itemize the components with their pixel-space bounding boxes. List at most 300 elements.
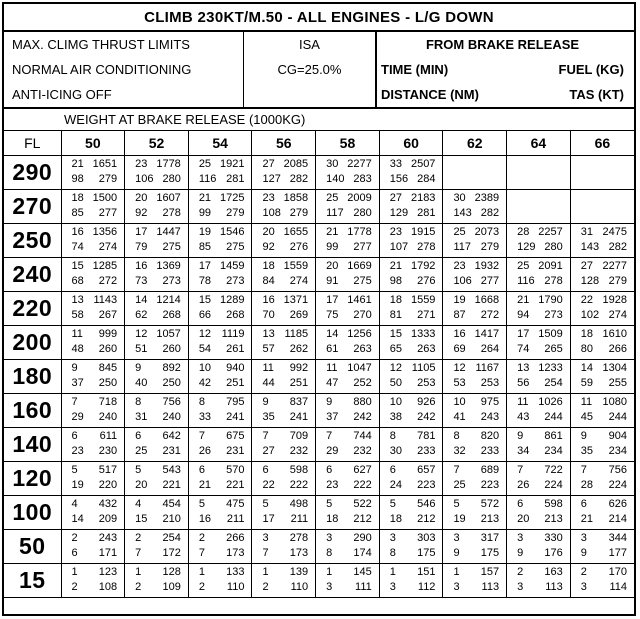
tas-value: 224 — [608, 479, 627, 491]
distance-value: 9 — [517, 547, 524, 559]
distance-value: 61 — [326, 343, 339, 355]
data-cell — [125, 462, 189, 496]
distance-value: 16 — [198, 513, 212, 525]
fuel-value: 133 — [226, 566, 245, 578]
time-value: 1 — [326, 566, 333, 578]
time-value: 18 — [262, 260, 275, 272]
fuel-value: 344 — [608, 532, 627, 544]
condition-thrust: MAX. CLIMG THRUST LIMITS — [12, 37, 190, 52]
tas-value: 233 — [417, 445, 436, 457]
distance-value: 45 — [580, 411, 593, 423]
time-value: 1 — [198, 566, 205, 578]
fuel-value: 1792 — [410, 260, 436, 272]
fuel-value: 266 — [226, 532, 245, 544]
data-cell — [252, 326, 316, 360]
distance-value: 107 — [389, 241, 409, 253]
tas-value: 275 — [353, 275, 372, 287]
fuel-value: 1607 — [156, 192, 181, 204]
tas-value: 177 — [608, 547, 627, 559]
fuel-value: 1333 — [410, 328, 436, 340]
tas-value: 109 — [162, 581, 181, 593]
weight-header: 60 — [379, 131, 443, 156]
data-cell — [507, 190, 571, 224]
fuel-value: 709 — [289, 430, 309, 442]
fuel-value: 611 — [99, 430, 118, 442]
tas-value: 231 — [162, 445, 181, 457]
data-cell — [61, 156, 125, 190]
tas-value: 241 — [226, 411, 245, 423]
tas-value: 269 — [289, 309, 309, 321]
tas-value: 212 — [353, 513, 372, 525]
table-row — [4, 394, 634, 428]
tas-value: 270 — [353, 309, 372, 321]
fuel-value: 781 — [417, 430, 436, 442]
time-value: 23 — [389, 226, 403, 238]
table-row — [4, 360, 634, 394]
time-value: 1 — [71, 566, 78, 578]
distance-value: 22 — [262, 479, 275, 491]
data-cell — [570, 530, 634, 564]
tas-value: 222 — [353, 479, 372, 491]
time-value: 6 — [580, 498, 587, 510]
fuel-value: 1285 — [92, 260, 118, 272]
data-cell — [125, 190, 189, 224]
data-cell — [570, 258, 634, 292]
distance-value: 78 — [198, 275, 212, 287]
data-cell — [125, 496, 189, 530]
time-value: 27 — [262, 158, 275, 170]
tas-value: 277 — [353, 241, 372, 253]
distance-value: 21 — [198, 479, 212, 491]
tas-value: 279 — [608, 275, 627, 287]
data-cell — [61, 326, 125, 360]
flight-level-label: 200 — [4, 326, 61, 360]
tas-value: 281 — [417, 207, 436, 219]
time-value: 16 — [262, 294, 275, 306]
data-cell — [61, 564, 125, 598]
distance-value: 25 — [453, 479, 466, 491]
data-cell — [379, 462, 443, 496]
tas-value: 267 — [98, 309, 118, 321]
tas-value: 114 — [609, 581, 627, 593]
fuel-value: 498 — [289, 498, 309, 510]
time-value: 17 — [326, 294, 339, 306]
data-cell — [316, 190, 380, 224]
time-value: 16 — [71, 226, 84, 238]
fuel-value: 598 — [544, 498, 563, 510]
distance-value: 26 — [517, 479, 530, 491]
time-value: 9 — [71, 362, 78, 374]
fuel-value: 1725 — [219, 192, 245, 204]
flight-level-label: 120 — [4, 462, 61, 496]
distance-value: 33 — [198, 411, 212, 423]
data-cell — [188, 462, 252, 496]
tas-value: 242 — [417, 411, 436, 423]
data-cell — [379, 224, 443, 258]
fuel-value: 1289 — [219, 294, 245, 306]
tas-value: 284 — [417, 173, 436, 185]
distance-value: 3 — [517, 581, 524, 593]
time-value: 5 — [198, 498, 205, 510]
time-value: 9 — [135, 362, 142, 374]
tas-value: 250 — [162, 377, 181, 389]
time-value: 3 — [262, 532, 269, 544]
data-cell — [570, 564, 634, 598]
tas-value: 251 — [289, 377, 309, 389]
data-cell — [570, 428, 634, 462]
fuel-value: 1669 — [347, 260, 372, 272]
fuel-value: 432 — [98, 498, 118, 510]
tas-value: 244 — [544, 411, 563, 423]
tas-value: 174 — [353, 547, 372, 559]
tas-value: 264 — [480, 343, 500, 355]
time-value: 1 — [135, 566, 142, 578]
tas-value: 278 — [544, 275, 563, 287]
data-cell — [61, 530, 125, 564]
atmosphere-conditions — [244, 32, 377, 107]
time-value: 22 — [580, 294, 593, 306]
data-cell — [125, 292, 189, 326]
distance-value: 50 — [389, 377, 403, 389]
fuel-value: 1417 — [474, 328, 500, 340]
time-value: 7 — [453, 464, 460, 476]
weight-header: 56 — [252, 131, 316, 156]
data-cell — [125, 564, 189, 598]
time-value: 23 — [135, 158, 148, 170]
data-cell — [507, 462, 571, 496]
fuel-value: 845 — [98, 362, 118, 374]
distance-value: 7 — [198, 547, 205, 559]
distance-value: 106 — [135, 173, 154, 185]
data-cell — [316, 156, 380, 190]
distance-value: 156 — [389, 173, 409, 185]
fuel-value: 2389 — [474, 192, 500, 204]
tas-value: 110 — [226, 581, 245, 593]
distance-value: 92 — [135, 207, 148, 219]
time-value: 20 — [262, 226, 275, 238]
fuel-value: 278 — [289, 532, 309, 544]
time-value: 5 — [262, 498, 269, 510]
time-value: 12 — [389, 362, 403, 374]
distance-value: 102 — [580, 309, 600, 321]
data-cell — [61, 496, 125, 530]
flight-level-label: 140 — [4, 428, 61, 462]
time-value: 11 — [580, 396, 593, 408]
fuel-value: 290 — [353, 532, 372, 544]
data-cell — [379, 428, 443, 462]
fuel-value: 1185 — [284, 328, 309, 340]
fuel-value: 756 — [162, 396, 181, 408]
data-cell — [316, 496, 380, 530]
data-cell — [61, 428, 125, 462]
tas-value: 265 — [544, 343, 563, 355]
table-row — [4, 428, 634, 462]
tas-value: 274 — [98, 241, 118, 253]
fuel-value: 1778 — [156, 158, 181, 170]
fuel-value: 820 — [480, 430, 500, 442]
time-value: 12 — [135, 328, 148, 340]
tas-value: 279 — [289, 207, 309, 219]
data-cell — [125, 258, 189, 292]
tas-value: 223 — [417, 479, 436, 491]
tas-value: 253 — [417, 377, 436, 389]
tas-value: 268 — [162, 309, 181, 321]
fuel-value: 157 — [480, 566, 500, 578]
fuel-value: 1143 — [93, 294, 118, 306]
distance-value: 117 — [453, 241, 471, 253]
fuel-value: 454 — [162, 498, 181, 510]
distance-value: 24 — [389, 479, 403, 491]
data-cell — [252, 292, 316, 326]
distance-value: 23 — [71, 445, 84, 457]
time-value: 18 — [71, 192, 84, 204]
distance-value: 53 — [453, 377, 466, 389]
tas-value: 234 — [608, 445, 627, 457]
distance-value: 129 — [517, 241, 536, 253]
tas-value: 233 — [480, 445, 500, 457]
fuel-value: 151 — [417, 566, 436, 578]
time-value: 21 — [389, 260, 403, 272]
fuel-value: 570 — [226, 464, 245, 476]
distance-value: 48 — [71, 343, 84, 355]
time-value: 14 — [135, 294, 148, 306]
weight-header: 54 — [188, 131, 252, 156]
data-cell — [507, 394, 571, 428]
time-value: 6 — [326, 464, 333, 476]
data-cell — [188, 190, 252, 224]
data-cell — [316, 564, 380, 598]
distance-value: 9 — [453, 547, 460, 559]
legend-row-2 — [381, 82, 624, 107]
fuel-value: 1167 — [475, 362, 500, 374]
tas-value: 260 — [98, 343, 118, 355]
fuel-value: 522 — [353, 498, 372, 510]
flight-level-label: 240 — [4, 258, 61, 292]
time-value: 15 — [198, 294, 212, 306]
tas-value: 214 — [608, 513, 627, 525]
fuel-value: 163 — [544, 566, 563, 578]
legend-distance: DISTANCE (NM) — [381, 87, 479, 102]
data-cell — [379, 530, 443, 564]
fuel-value: 795 — [226, 396, 245, 408]
tas-value: 260 — [162, 343, 181, 355]
time-value: 21 — [517, 294, 530, 306]
distance-value: 20 — [135, 479, 148, 491]
fuel-value: 145 — [353, 566, 372, 578]
distance-value: 81 — [389, 309, 403, 321]
data-cell — [570, 394, 634, 428]
distance-value: 74 — [71, 241, 84, 253]
time-value: 33 — [389, 158, 403, 170]
tas-value: 222 — [289, 479, 309, 491]
data-cell — [379, 360, 443, 394]
data-cell — [61, 360, 125, 394]
tas-value: 277 — [480, 275, 500, 287]
tas-value: 281 — [226, 173, 245, 185]
data-cell — [443, 564, 507, 598]
fuel-value: 2009 — [347, 192, 372, 204]
data-cell — [443, 530, 507, 564]
distance-value: 2 — [71, 581, 78, 593]
data-cell — [507, 496, 571, 530]
fuel-value: 1546 — [219, 226, 245, 238]
page-title: CLIMB 230KT/M.50 - ALL ENGINES - L/G DOWN — [4, 4, 634, 32]
distance-value: 58 — [71, 309, 84, 321]
fuel-value: 1655 — [283, 226, 309, 238]
fuel-value: 940 — [226, 362, 245, 374]
tas-value: 271 — [417, 309, 436, 321]
distance-value: 29 — [326, 445, 339, 457]
time-value: 4 — [71, 498, 78, 510]
time-value: 2 — [580, 566, 587, 578]
distance-value: 25 — [135, 445, 148, 457]
data-cell — [125, 156, 189, 190]
fuel-value: 139 — [289, 566, 309, 578]
condition-anti-icing: ANTI-ICING OFF — [12, 87, 112, 102]
fuel-value: 546 — [417, 498, 436, 510]
tas-value: 274 — [289, 275, 309, 287]
tas-value: 263 — [353, 343, 372, 355]
distance-value: 37 — [326, 411, 339, 423]
data-cell — [379, 496, 443, 530]
time-value: 20 — [135, 192, 148, 204]
distance-value: 6 — [71, 547, 78, 559]
distance-value: 143 — [580, 241, 600, 253]
tas-value: 232 — [289, 445, 309, 457]
time-value: 3 — [326, 532, 333, 544]
fuel-value: 1559 — [410, 294, 436, 306]
fuel-value: 1369 — [156, 260, 181, 272]
tas-value: 173 — [226, 547, 245, 559]
tas-value: 273 — [226, 275, 245, 287]
data-cell — [61, 224, 125, 258]
time-value: 7 — [71, 396, 78, 408]
tas-value: 276 — [417, 275, 436, 287]
time-value: 1 — [389, 566, 396, 578]
fuel-value: 992 — [289, 362, 309, 374]
tas-value: 213 — [480, 513, 500, 525]
time-value: 7 — [262, 430, 269, 442]
distance-value: 18 — [389, 513, 403, 525]
tas-value: 173 — [289, 547, 309, 559]
data-cell — [188, 564, 252, 598]
data-cell — [188, 224, 252, 258]
fuel-value: 837 — [289, 396, 309, 408]
fuel-value: 1921 — [219, 158, 245, 170]
fuel-value: 1509 — [538, 328, 563, 340]
time-value: 7 — [580, 464, 587, 476]
distance-value: 28 — [580, 479, 593, 491]
time-value: 6 — [389, 464, 396, 476]
time-value: 15 — [71, 260, 84, 272]
distance-value: 15 — [135, 513, 148, 525]
data-cell — [443, 428, 507, 462]
tas-value: 262 — [289, 343, 309, 355]
tas-value: 209 — [98, 513, 118, 525]
data-cell — [188, 156, 252, 190]
tas-value: 254 — [544, 377, 563, 389]
data-cell — [507, 360, 571, 394]
fuel-value: 543 — [162, 464, 181, 476]
distance-value: 3 — [453, 581, 460, 593]
time-value: 5 — [389, 498, 396, 510]
weight-header: 52 — [125, 131, 189, 156]
distance-value: 116 — [517, 275, 535, 287]
time-value: 5 — [71, 464, 78, 476]
distance-value: 91 — [326, 275, 339, 287]
time-value: 25 — [198, 158, 212, 170]
fuel-value: 2475 — [602, 226, 627, 238]
tas-value: 221 — [226, 479, 245, 491]
data-cell — [125, 360, 189, 394]
table-row — [4, 190, 634, 224]
time-value: 13 — [262, 328, 275, 340]
data-cell — [507, 326, 571, 360]
fuel-value: 475 — [226, 498, 245, 510]
distance-value: 2 — [198, 581, 205, 593]
tas-value: 279 — [98, 173, 118, 185]
data-cell — [507, 428, 571, 462]
data-cell — [443, 156, 507, 190]
distance-value: 84 — [262, 275, 275, 287]
distance-value: 108 — [262, 207, 281, 219]
tas-value: 255 — [608, 377, 627, 389]
fuel-value: 1233 — [538, 362, 563, 374]
time-value: 6 — [517, 498, 524, 510]
condition-cg: CG=25.0% — [277, 62, 342, 77]
time-value: 21 — [198, 192, 212, 204]
time-value: 3 — [453, 532, 460, 544]
distance-value: 73 — [135, 275, 148, 287]
distance-value: 30 — [389, 445, 403, 457]
legend-title: FROM BRAKE RELEASE — [425, 37, 580, 52]
tas-value: 212 — [417, 513, 436, 525]
distance-value: 8 — [326, 547, 333, 559]
tas-value: 280 — [544, 241, 563, 253]
distance-value: 99 — [198, 207, 212, 219]
table-body — [4, 156, 634, 598]
distance-value: 79 — [135, 241, 148, 253]
fuel-value: 626 — [608, 498, 627, 510]
time-value: 11 — [517, 396, 529, 408]
distance-value: 3 — [580, 581, 587, 593]
weight-header-row — [4, 131, 634, 156]
tas-value: 276 — [289, 241, 309, 253]
table-row — [4, 496, 634, 530]
time-value: 2 — [71, 532, 78, 544]
data-cell — [570, 326, 634, 360]
time-value: 9 — [580, 430, 587, 442]
distance-value: 128 — [580, 275, 600, 287]
tas-value: 224 — [544, 479, 563, 491]
time-value: 6 — [198, 464, 205, 476]
fuel-value: 1080 — [602, 396, 627, 408]
data-cell — [443, 462, 507, 496]
distance-value: 7 — [135, 547, 142, 559]
time-value: 21 — [326, 226, 339, 238]
fuel-value: 517 — [98, 464, 118, 476]
time-value: 6 — [262, 464, 269, 476]
tas-value: 113 — [545, 581, 563, 593]
time-value: 10 — [389, 396, 403, 408]
time-value: 5 — [453, 498, 460, 510]
tas-value: 211 — [290, 513, 309, 525]
distance-value: 87 — [453, 309, 466, 321]
fuel-value: 1356 — [92, 226, 118, 238]
data-cell — [188, 496, 252, 530]
tas-value: 175 — [480, 547, 500, 559]
data-cell — [507, 530, 571, 564]
